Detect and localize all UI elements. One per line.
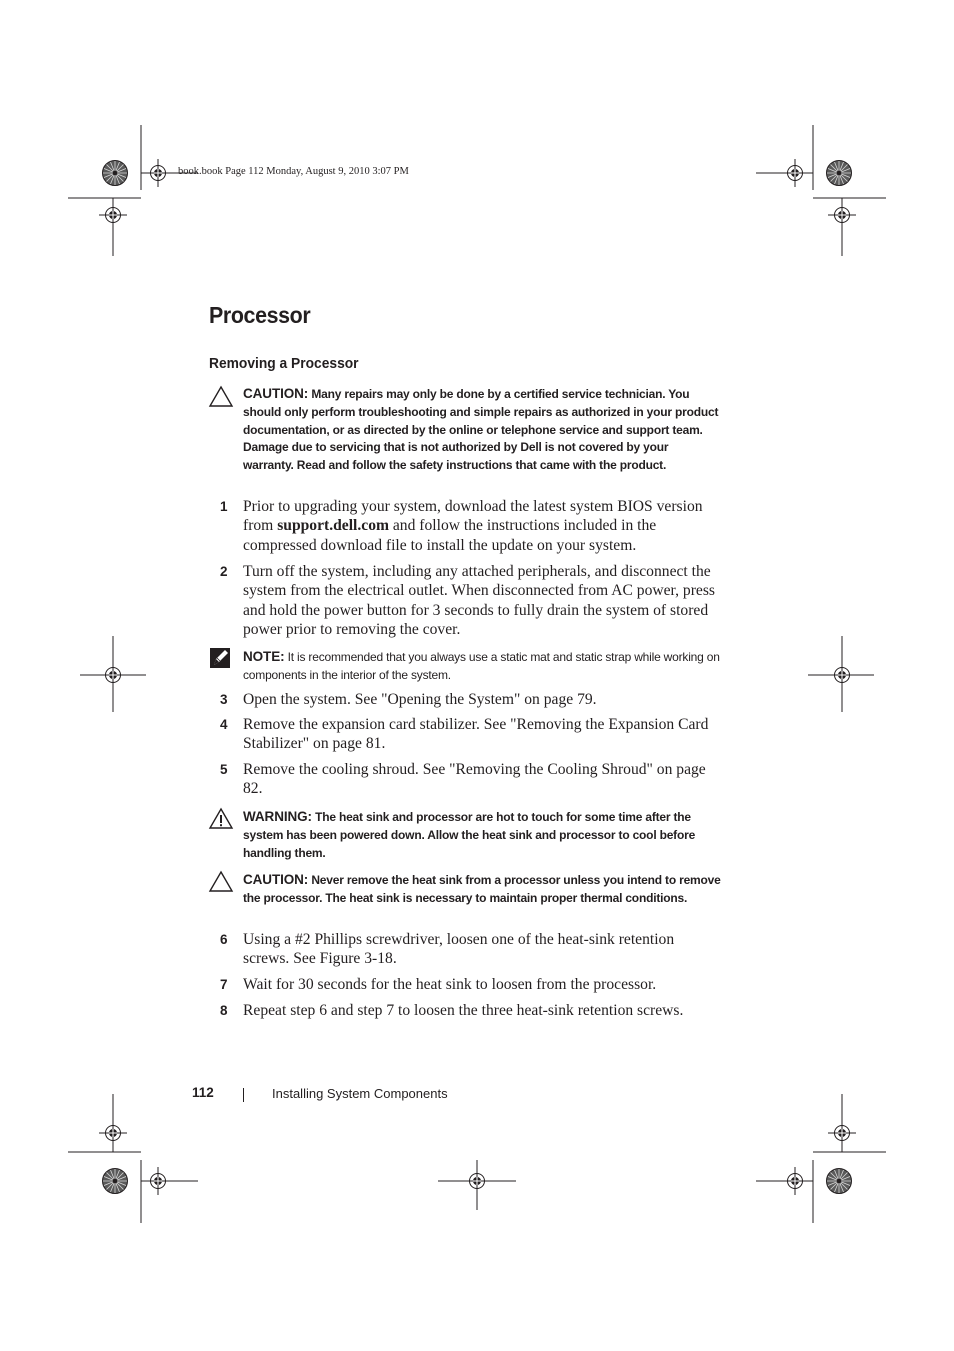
note-pencil-icon [208, 646, 234, 670]
page-number: 112 [192, 1085, 214, 1100]
step-number: 5 [220, 762, 228, 777]
step-number: 8 [220, 1003, 228, 1018]
support-site-text: support.dell.com [277, 517, 389, 535]
step-text: Open the system. See "Opening the System" on page 79. [243, 691, 597, 708]
step-number: 7 [220, 977, 228, 992]
warning-text: The heat sink and processor are hot to touch for some time after the system has been powered down. Allow the heat sink and processor to cool before handling them. [243, 810, 696, 860]
step-text [243, 497, 721, 555]
warning-notice [243, 808, 721, 862]
step-text: Using a #2 Phillips screwdriver, loosen one of the heat-sink retention screws. See Figure 3-18. [243, 931, 675, 968]
caution-text: Never remove the heat sink from a processor unless you intend to remove the processor. The heat sink is necessary to maintain proper thermal conditions. [243, 873, 721, 905]
step-text: Remove the expansion card stabilizer. See "Removing the Expansion Card Stabilizer" on page 81. [243, 716, 709, 753]
note-label: NOTE: [243, 649, 285, 664]
page-title: Processor [209, 302, 311, 328]
step-text-part: and follow the instructions included in the compressed download file to install the update on your system. [243, 517, 657, 554]
footer-divider [243, 1088, 244, 1102]
note-notice [243, 648, 721, 685]
caution-notice [243, 385, 721, 475]
step-text: Turn off the system, including any attached peripherals, and disconnect the system from the electrical outlet. When disconnected from AC power, press and hold the power button for 3 seconds to fully drain the system of stored power prior to removing the cover. [243, 563, 715, 639]
note-text: It is recommended that you always use a static mat and static strap while working on components in the interior of the system. [243, 650, 720, 682]
step-text: Remove the cooling shroud. See "Removing the Cooling Shroud" on page 82. [243, 761, 706, 798]
slug-line: book.book Page 112 Monday, August 9, 2010 3:07 PM [178, 166, 409, 177]
step-number: 1 [220, 499, 228, 514]
caution-text: Many repairs may only be done by a certified service technician. You should only perform troubleshooting and simple repairs as authorized in your product documentation, or as directed by the online or telephone service and support team. Damage due to servicing that is not authorized by Dell is not covered by your warranty. Read and follow the safety instructions that came with the product. [243, 387, 719, 473]
section-heading: Removing a Processor [209, 355, 359, 372]
footer-section-title: Installing System Components [272, 1086, 448, 1101]
warning-label: WARNING: [243, 809, 312, 824]
step-number: 2 [220, 564, 228, 579]
caution-triangle-icon [208, 385, 234, 409]
step-number: 6 [220, 932, 228, 947]
step-text-part: Prior to upgrading your system, download the latest system BIOS version from [243, 498, 703, 535]
warning-exclamation-icon [208, 807, 234, 831]
caution-label: CAUTION: [243, 872, 309, 887]
step-number: 3 [220, 692, 228, 707]
step-text: Wait for 30 seconds for the heat sink to loosen from the processor. [243, 976, 657, 993]
caution-notice [243, 871, 721, 908]
step-number: 4 [220, 717, 228, 732]
caution-label: CAUTION: [243, 386, 309, 401]
caution-triangle-icon [208, 870, 234, 894]
step-text: Repeat step 6 and step 7 to loosen the three heat-sink retention screws. [243, 1002, 684, 1019]
